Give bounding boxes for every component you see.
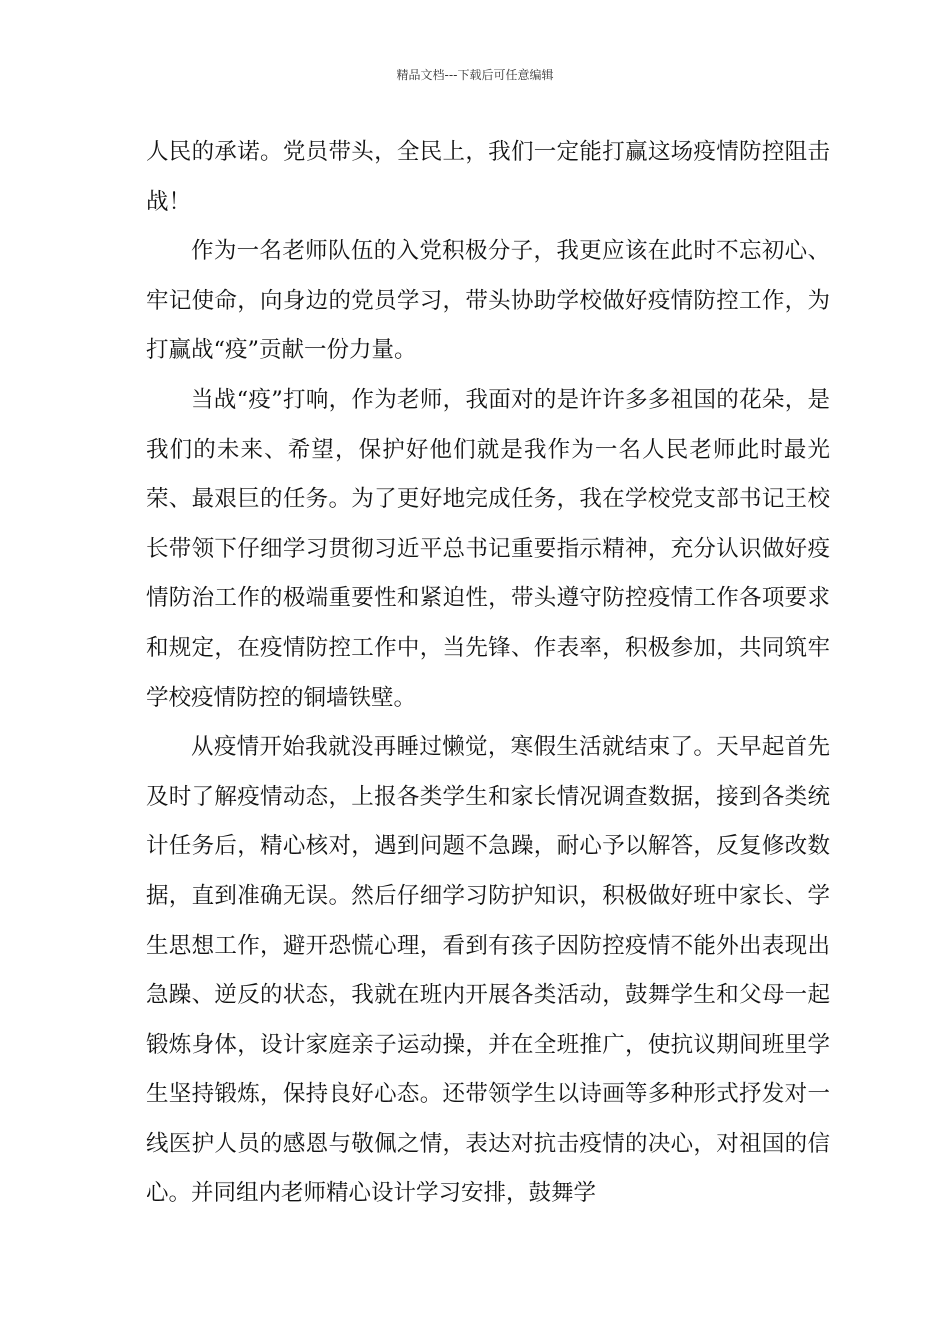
paragraph-4: 从疫情开始我就没再睡过懒觉，寒假生活就结束了。天早起首先及时了解疫情动态，上报各类学生和家长情况调查数据，接到各类统计任务后，精心核对，遇到问题不急躁，耐心予以解答，反复修改数据，直到准确无误。然后仔细学习防护知识，积极做好班中家长、学生思想工作，避开恐慌心理，看到有孩子因防控疫情不能外出表现出急躁、逆反的状态，我就在班内开展各类活动，鼓舞学生和父母一起锻炼身体，设计家庭亲子运动操，并在全班推广，使抗议期间班里学生坚持锻炼，保持良好心态。还带领学生以诗画等多种形式抒发对一线医护人员的感恩与敬佩之情，表达对抗击疫情的决心，对祖国的信心。并同组内老师精心设计学习安排，鼓舞学 bbox=[146, 734, 830, 1207]
document-body bbox=[146, 128, 830, 1219]
paragraph-2: 作为一名老师队伍的入党积极分子，我更应该在此时不忘初心、牢记使命，向身边的党员学习，带头协助学校做好疫情防控工作，为打赢战“疫”贡献一份力量。 bbox=[146, 238, 830, 364]
paragraph-3: 当战“疫”打响，作为老师，我面对的是许许多多祖国的花朵，是我们的未来、希望，保护好他们就是我作为一名人民老师此时最光荣、最艰巨的任务。为了更好地完成任务，我在学校党支部书记王校长带领下仔细学习贯彻习近平总书记重要指示精神，充分认识做好疫情防治工作的极端重要性和紧迫性，带头遵守防控疫情工作各项要求和规定，在疫情防控工作中，当先锋、作表率，积极参加，共同筑牢学校疫情防控的铜墙铁壁。 bbox=[146, 386, 830, 711]
page-header: 精品文档---下载后可任意编辑 bbox=[396, 68, 554, 82]
paragraph-1: 人民的承诺。党员带头，全民上，我们一定能打赢这场疫情防控阻击战！ bbox=[146, 139, 830, 215]
